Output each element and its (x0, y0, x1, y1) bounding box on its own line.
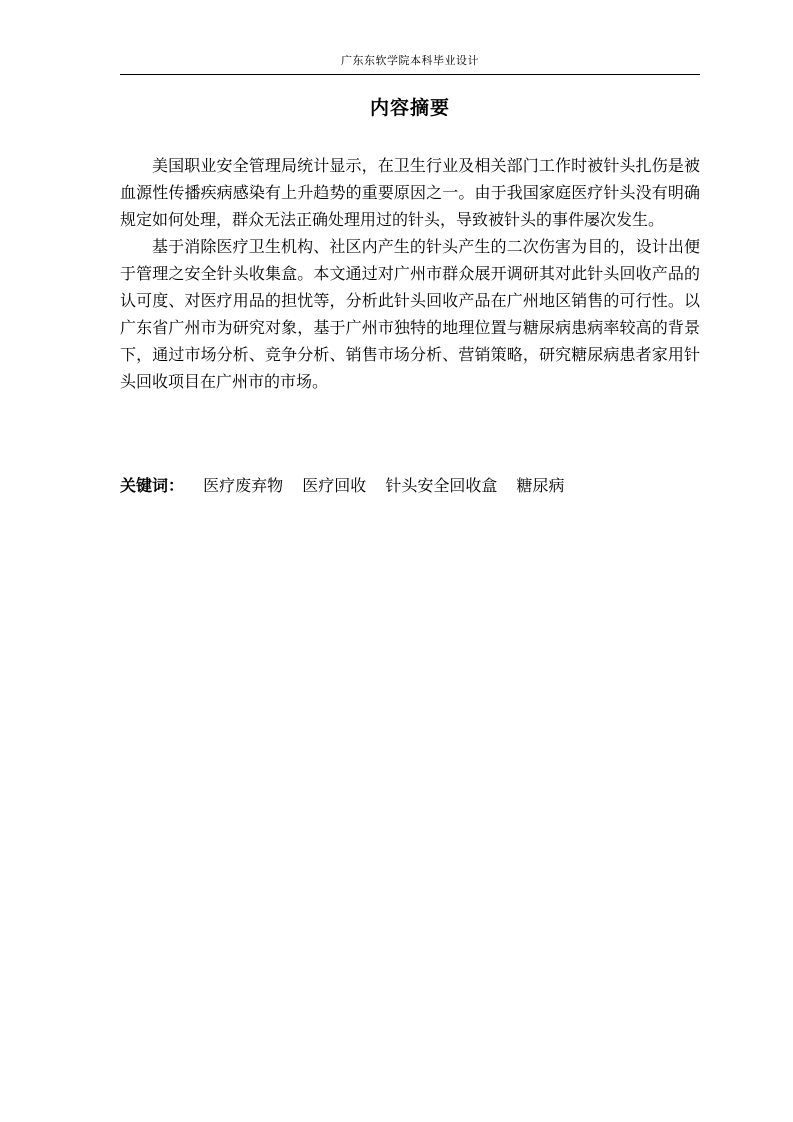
page-header: 广东东软学院本科毕业设计 (120, 52, 700, 75)
keyword-item: 医疗废弃物 (203, 476, 284, 495)
keywords-label: 关键词： (120, 476, 185, 495)
abstract-title: 内容摘要 (369, 97, 450, 119)
keyword-item: 医疗回收 (302, 476, 367, 495)
abstract-paragraph-1: 美国职业安全管理局统计显示，在卫生行业及相关部门工作时被针头扎伤是被血源性传播疾病感染有上升趋势的重要原因之一。由于我国家庭医疗针头没有明确规定如何处理，群众无法正确处理用过的针头，导致被针头的事件屡次发生。 (120, 156, 700, 229)
abstract-body (120, 152, 700, 395)
keywords-line (120, 472, 700, 499)
keyword-item: 糖尿病 (516, 476, 565, 495)
abstract-paragraph-2: 基于消除医疗卫生机构、社区内产生的针头产生的二次伤害为目的，设计出便于管理之安全针头收集盒。本文通过对广州市群众展开调研其对此针头回收产品的认可度、对医疗用品的担忧等，分析此针头回收产品在广州地区销售的可行性。以广东省广州市为研究对象，基于广州市独特的地理位置与糖尿病患病率较高的背景下，通过市场分析、竞争分析、销售市场分析、营销策略，研究糖尿病患者家用针头回收项目在广州市的市场。 (120, 237, 700, 391)
keyword-item: 针头安全回收盒 (385, 476, 498, 495)
